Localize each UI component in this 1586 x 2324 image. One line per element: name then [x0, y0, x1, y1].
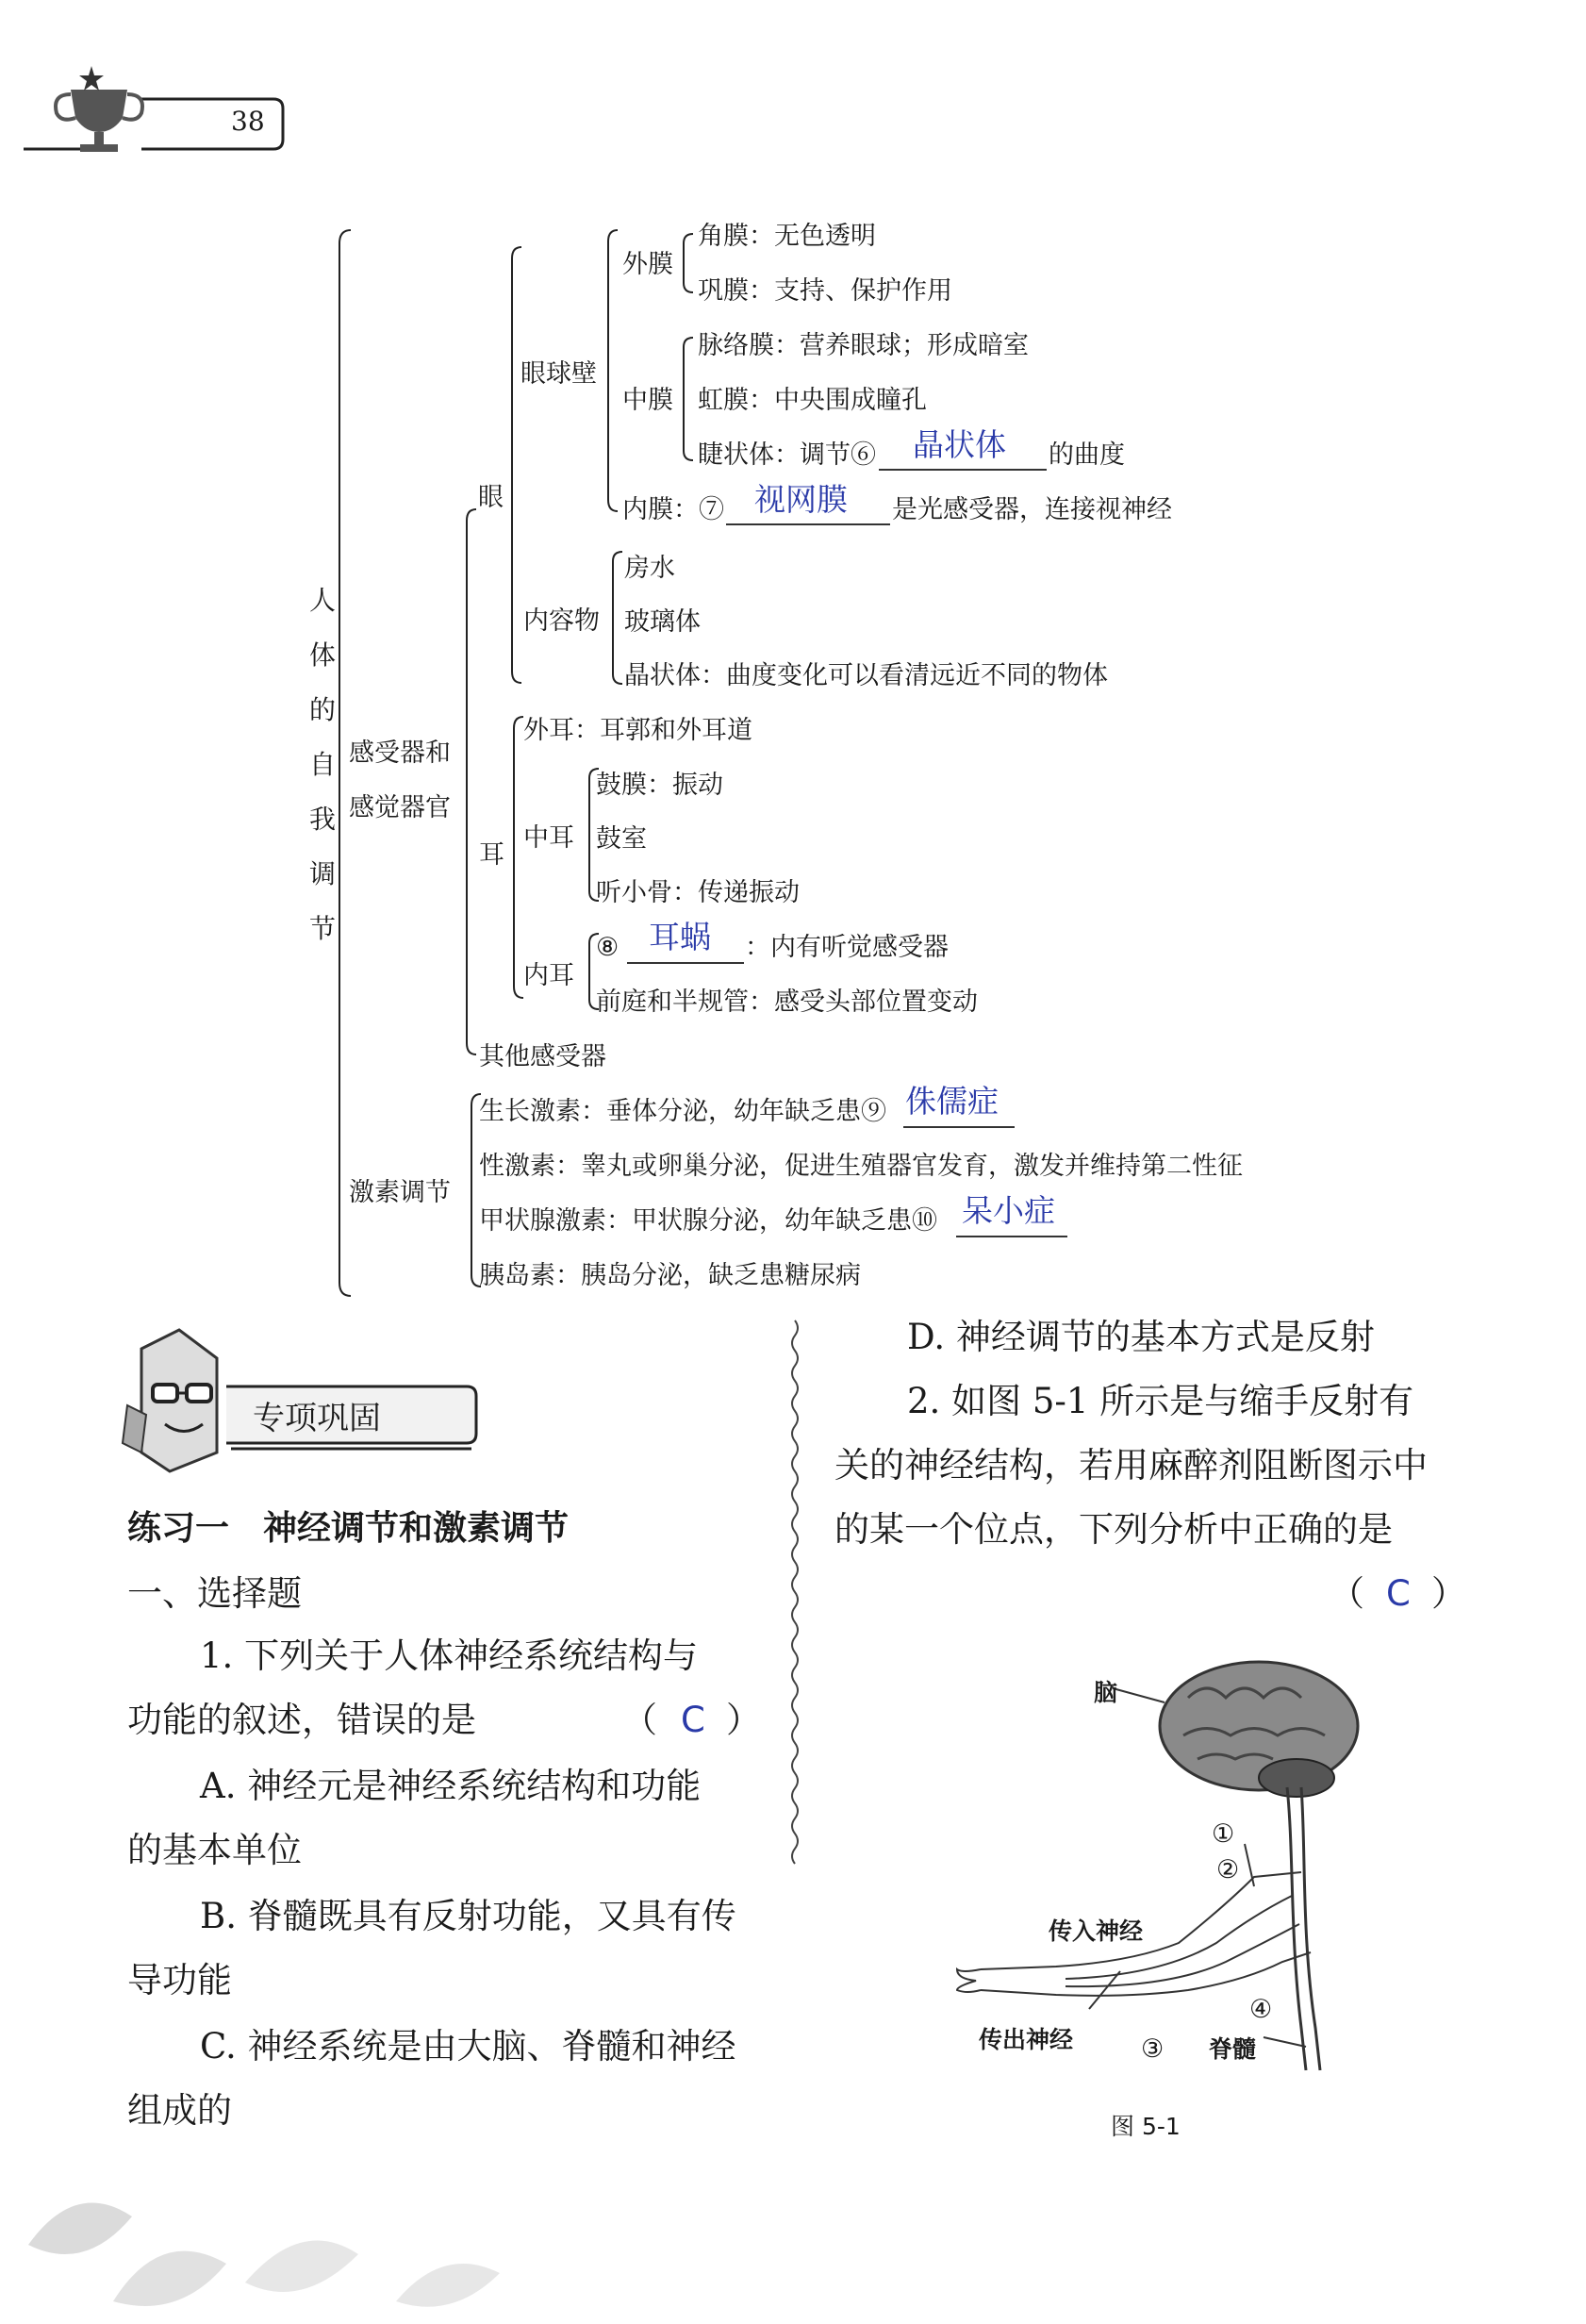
page-number: 38 [231, 106, 265, 137]
q1-stem-line1: 1. 下列关于人体神经系统结构与 [200, 1635, 699, 1676]
middle-ear: 中耳 [523, 823, 574, 853]
point-3: ③ [1141, 2034, 1165, 2064]
vestibule: 前庭和半规管：感受头部位置变动 [596, 988, 978, 1017]
answer-9: 侏儒症 [905, 1083, 999, 1120]
growth-hormone: 生长激素：垂体分泌，幼年缺乏患⑨ [479, 1097, 886, 1126]
tympanic-cavity: 鼓室 [596, 824, 647, 854]
middle-membrane: 中膜 [622, 386, 673, 415]
root-char: 节 [308, 913, 336, 944]
q2-paren-left: （ [1330, 1573, 1364, 1614]
figure-caption: 图 5-1 [1111, 2113, 1181, 2140]
root-char: 自 [308, 749, 336, 780]
vitreous-body: 玻璃体 [624, 607, 701, 637]
branch-hormone: 激素调节 [349, 1178, 451, 1207]
eye-label: 眼 [478, 483, 504, 512]
root-char: 体 [308, 639, 336, 671]
exercise-title: 练习一 神经调节和激素调节 [127, 1508, 570, 1548]
cochlea-post: ：内有听觉感受器 [745, 933, 949, 962]
answer-7: 视网膜 [754, 481, 848, 518]
iris: 虹膜：中央围成瞳孔 [698, 386, 927, 415]
outer-ear: 外耳：耳郭和外耳道 [523, 716, 752, 745]
section-banner: 专项巩固 [253, 1400, 381, 1437]
thyroid-hormone: 甲状腺激素：甲状腺分泌，幼年缺乏患⑩ [479, 1206, 937, 1236]
point-2: ② [1216, 1855, 1240, 1884]
other-receptors: 其他感受器 [479, 1042, 606, 1071]
label-afferent-nerve: 传入神经 [1049, 1917, 1144, 1945]
eyeball-wall: 眼球壁 [520, 359, 597, 389]
point-1: ① [1212, 1819, 1235, 1849]
trophy-icon [56, 66, 142, 152]
q1-option-b-line1: B. 脊髓既具有反射功能，又具有传 [200, 1896, 736, 1936]
branch-receptors-2: 感觉器官 [349, 793, 451, 822]
q1-option-c-line1: C. 神经系统是由大脑、脊髓和神经 [200, 2026, 736, 2067]
leaf-decoration [28, 2202, 500, 2306]
root-char: 人 [308, 585, 336, 616]
root-char: 我 [308, 804, 336, 835]
q1-answer: C [681, 1700, 705, 1740]
sclera: 巩膜：支持、保护作用 [698, 276, 952, 306]
cornea: 角膜：无色透明 [698, 222, 876, 251]
outer-membrane: 外膜 [622, 250, 673, 279]
label-efferent-nerve: 传出神经 [979, 2026, 1074, 2053]
inner-membrane: 内膜：⑦ [622, 495, 724, 524]
q1-option-a-line2: 的基本单位 [127, 1830, 302, 1870]
q1-paren-right: ） [726, 1700, 761, 1740]
part-title: 一、选择题 [127, 1573, 302, 1614]
aqueous-humor: 房水 [624, 554, 675, 583]
ciliary-body-post: 的曲度 [1049, 440, 1125, 470]
answer-10: 呆小症 [962, 1192, 1055, 1229]
q2-paren-right: ） [1431, 1573, 1466, 1614]
q1-stem-line2: 功能的叙述，错误的是 [127, 1700, 476, 1740]
q2-stem-line2: 关的神经结构，若用麻醉剂阻断图示中 [834, 1445, 1428, 1486]
answer-6: 晶状体 [913, 426, 1006, 463]
blank-6 [879, 469, 1047, 471]
q1-option-c-line2: 组成的 [127, 2090, 232, 2131]
tree-root [304, 573, 341, 956]
q2-stem-line1: 2. 如图 5-1 所示是与缩手反射有 [907, 1381, 1414, 1421]
inner-membrane-post: 是光感受器，连接视神经 [892, 495, 1172, 524]
ciliary-body: 睫状体：调节⑥ [698, 440, 876, 470]
root-char: 的 [308, 694, 336, 725]
blank-7 [726, 523, 890, 525]
sex-hormone: 性激素：睾丸或卵巢分泌，促进生殖器官发育，激发并维持第二性征 [479, 1152, 1243, 1181]
branch-receptors: 感受器和 [349, 739, 451, 768]
q1-option-a-line1: A. 神经元是神经系统结构和功能 [200, 1766, 702, 1806]
nerve-figure [957, 1662, 1358, 2070]
lens: 晶状体：曲度变化可以看清远近不同的物体 [624, 661, 1108, 690]
point-4: ④ [1249, 1995, 1273, 2024]
eye-contents: 内容物 [523, 606, 600, 636]
label-brain: 脑 [1094, 1679, 1118, 1706]
blank-10 [956, 1236, 1067, 1237]
cochlea-num: ⑧ [596, 933, 620, 962]
inner-ear: 内耳 [523, 961, 574, 990]
q2-answer: C [1386, 1573, 1411, 1614]
pencil-mascot-icon [123, 1330, 217, 1471]
answer-8: 耳蜗 [649, 919, 711, 955]
eardrum: 鼓膜：振动 [596, 771, 723, 800]
q1-option-b-line2: 导功能 [127, 1960, 232, 2000]
insulin: 胰岛素：胰岛分泌，缺乏患糖尿病 [479, 1261, 861, 1290]
choroid: 脉络膜：营养眼球；形成暗室 [698, 331, 1029, 360]
ear-label: 耳 [479, 840, 504, 870]
root-char: 调 [308, 858, 336, 889]
q1-option-d: D. 神经调节的基本方式是反射 [907, 1317, 1375, 1357]
blank-8 [627, 962, 744, 964]
blank-9 [903, 1126, 1015, 1128]
q1-paren-left: （ [622, 1700, 657, 1740]
label-spinal-cord: 脊髓 [1209, 2035, 1257, 2063]
ossicles: 听小骨：传递振动 [596, 878, 800, 907]
q2-stem-line3: 的某一个位点，下列分析中正确的是 [834, 1509, 1393, 1550]
